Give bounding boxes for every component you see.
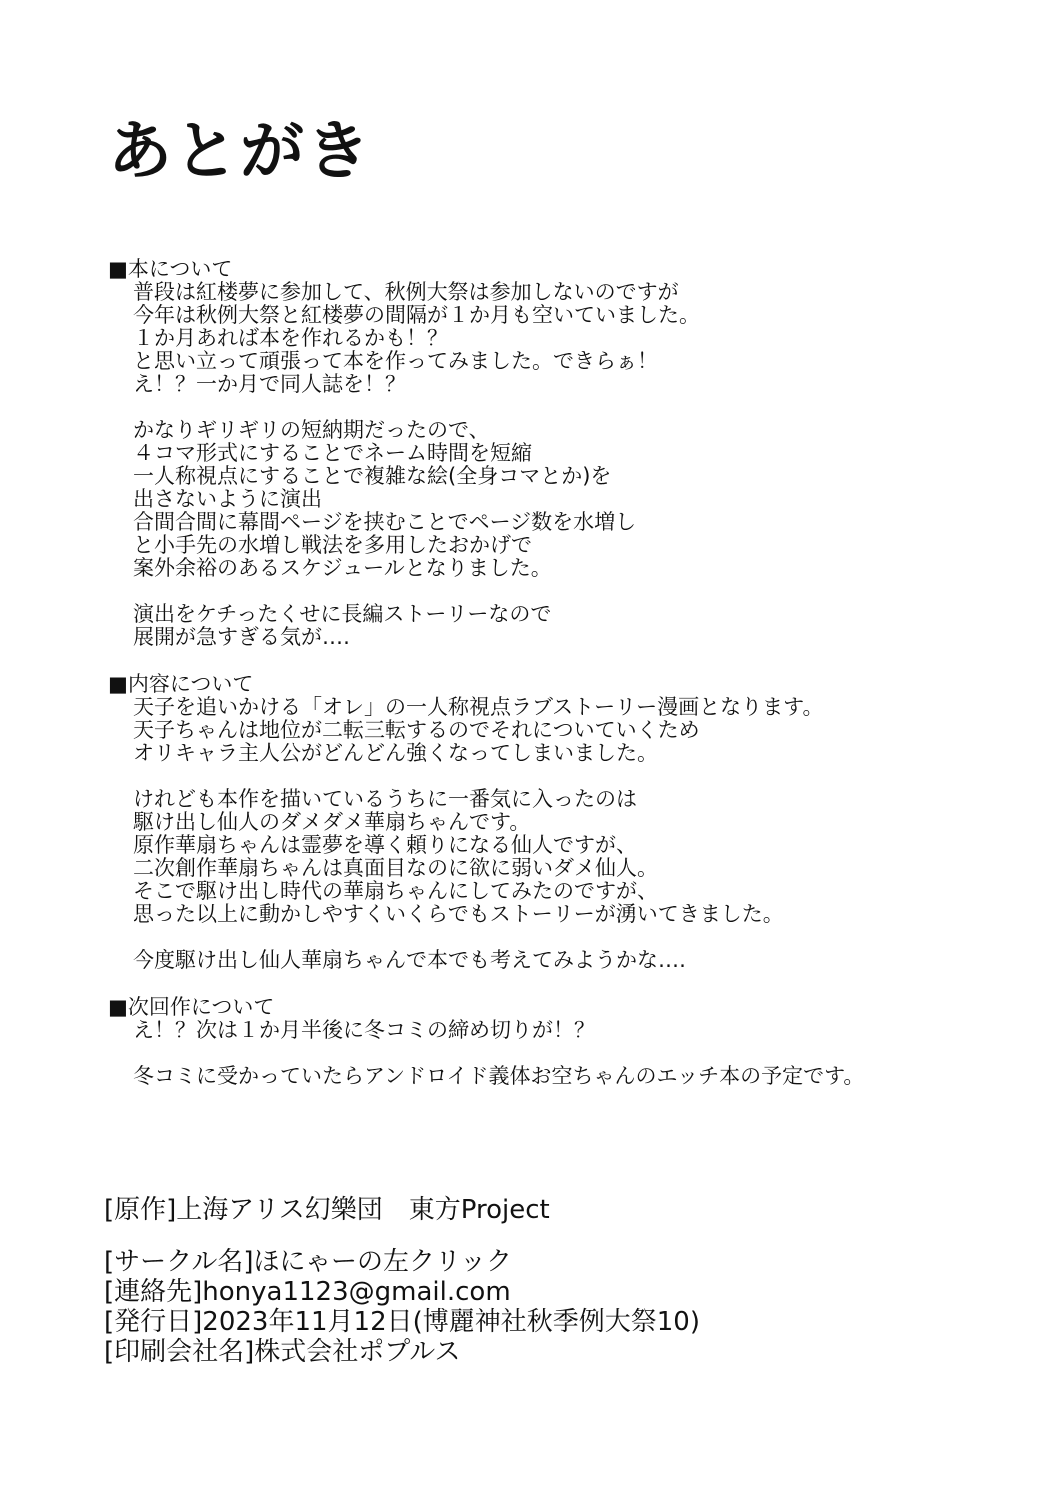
page-title: あとがき [108,115,372,189]
paragraph [108,1019,1008,1042]
text-line: 一人称視点にすることで複雑な絵(全身コマとか)を [133,464,612,488]
text-line: 出さないように演出 [133,487,322,511]
section-heading: ■次回作について [108,995,275,1019]
text-line: 思った以上に動かしやすくいくらでもストーリーが湧いてきました。 [133,902,784,926]
text-line: 冬コミに受かっていたらアンドロイド義体お空ちゃんのエッチ本の予定です。 [133,1064,865,1088]
paragraph [108,1065,1008,1088]
text-line: と小手先の水増し戦法を多用したおかげで [133,533,532,557]
section-heading: ■内容について [108,672,254,696]
section [108,258,1008,649]
text-line: え！？一か月で同人誌を！？ [133,372,406,396]
text-line: と思い立って頑張って本を作ってみました。できらぁ！ [133,349,658,373]
text-line: そこで駆け出し時代の華扇ちゃんにしてみたのですが、 [133,879,658,903]
colophon-contact: [連絡先]honya1123@gmail.com [104,1277,511,1307]
text-line: 展開が急すぎる気が‥‥ [133,625,351,649]
paragraph [108,419,1008,580]
colophon-original-work: [原作]上海アリス幻樂団 東方Project [104,1195,550,1225]
text-line: 今年は秋例大祭と紅楼夢の間隔が１か月も空いていました。 [133,303,700,327]
paragraph [108,281,1008,396]
text-line: 二次創作華扇ちゃんは真面目なのに欲に弱いダメ仙人。 [133,856,658,880]
section [108,673,1008,972]
colophon-printer: [印刷会社名]株式会社ポプルス [104,1337,461,1367]
text-line: 駆け出し仙人のダメダメ華扇ちゃんです。 [133,810,531,834]
text-line: 演出をケチったくせに長編ストーリーなので [133,602,552,626]
text-line: けれども本作を描いているうちに一番気に入ったのは [133,787,637,811]
text-line: 今度駆け出し仙人華扇ちゃんで本でも考えてみようかな‥‥ [133,948,687,972]
paragraph [108,788,1008,926]
text-line: 原作華扇ちゃんは霊夢を導く頼りになる仙人ですが、 [133,833,637,857]
text-line: 天子を追いかける「オレ」の一人称視点ラブストーリー漫画となります。 [133,695,824,719]
text-line: 天子ちゃんは地位が二転三転するのでそれについていくため [133,718,700,742]
paragraph [108,949,1008,972]
paragraph [108,603,1008,649]
paragraph [108,696,1008,765]
text-line: え！？次は１か月半後に冬コミの締め切りが！？ [133,1018,595,1042]
section-heading: ■本について [108,257,233,281]
colophon [104,1195,1004,1367]
section [108,996,1008,1088]
colophon-publish-date: [発行日]2023年11月12日(博麗神社秋季例大祭10) [104,1307,700,1337]
text-line: 普段は紅楼夢に参加して、秋例大祭は参加しないのですが [133,280,679,304]
text-line: 合間合間に幕間ページを挟むことでページ数を水増し [133,510,637,534]
text-line: ４コマ形式にすることでネーム時間を短縮 [133,441,532,465]
text-line: オリキャラ主人公がどんどん強くなってしまいました。 [133,741,658,765]
text-line: 案外余裕のあるスケジュールとなりました。 [133,556,552,580]
afterword-body [108,258,1008,1088]
text-line: １か月あれば本を作れるかも！？ [133,326,448,350]
text-line: かなりギリギリの短納期だったので、 [133,418,490,442]
colophon-circle-name: [サークル名]ほにゃーの左クリック [104,1247,512,1277]
